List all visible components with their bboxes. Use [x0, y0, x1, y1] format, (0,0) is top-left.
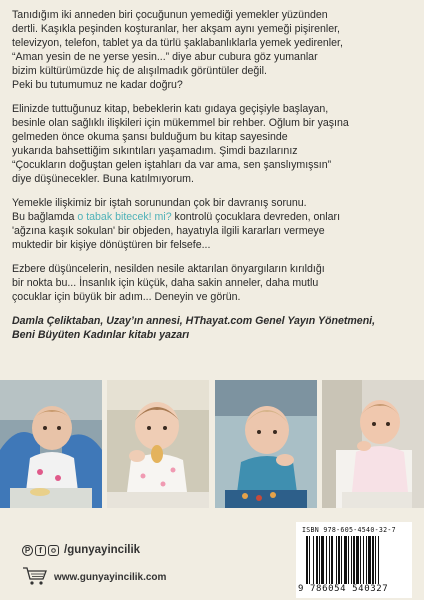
isbn-label: ISBN 978-605-4540-32-7 [302, 526, 396, 534]
barcode-bar [353, 536, 355, 584]
baby-photo-3 [215, 380, 317, 508]
barcode-bar [368, 536, 371, 584]
photo-strip [0, 380, 424, 508]
barcode-bar [326, 536, 327, 584]
barcode-bar [348, 536, 349, 584]
text-line-with-accent [12, 210, 412, 224]
endorsement-signature [12, 314, 412, 342]
paragraph-3 [12, 196, 412, 252]
barcode-area [296, 522, 412, 598]
barcode-number: 9 786054 540327 [298, 584, 389, 594]
barcode-bar [375, 536, 376, 584]
barcode-bar [338, 536, 340, 584]
barcode-bar [336, 536, 337, 584]
text-segment: Bu bağlamda [12, 211, 78, 223]
signature-line: Damla Çeliktaban, Uzay’ın annesi, HThayat.com Genel Yayın Yönetmeni, [12, 315, 376, 327]
barcode-bar [372, 536, 374, 584]
text-line: Tanıdığım iki anneden biri çocuğunun yemediği yemekler yüzünden [12, 9, 328, 21]
signature-line: Beni Büyüten Kadınlar kitabı yazarı [12, 329, 190, 341]
barcode-bar [306, 536, 308, 584]
baby-photo-2 [107, 380, 209, 508]
barcode-bar [329, 536, 330, 584]
barcode-bar [319, 536, 320, 584]
instagram-icon [48, 545, 59, 556]
text-line: gelmeden önce okuma şansı bulduğum bu kitap sayesinde [12, 131, 288, 143]
barcode-bar [344, 536, 347, 584]
barcode-bar [356, 536, 359, 584]
text-line: Yemekle ilişkimiz bir iştah sorunundan çok bir davranış sorunu. [12, 197, 307, 209]
accent-book-title: o tabak bitecek! mi? [77, 211, 172, 223]
text-line: 'ağzına kaşık sokulan' bir objeden, hayatıyla ilgili kararları vermeye [12, 225, 325, 237]
barcode-bar [363, 536, 364, 584]
social-handle[interactable]: /gunyayincilik [64, 544, 141, 556]
barcode-bar [313, 536, 314, 584]
text-line: “Çocukların doğuştan gelen iştahları da var ama, sen şanslıymışsın” [12, 159, 332, 171]
text-line: dertli. Kaşıkla peşinden koşturanlar, her akşam aynı yemeği pişirenler, [12, 23, 340, 35]
text-line: diye düşünecekler. Buna katılmıyorum. [12, 173, 194, 185]
website-link[interactable]: www.gunyayincilik.com [54, 572, 167, 583]
text-line: bizim kültürümüzde hiç de alışılmadık görüntüler değil. [12, 65, 267, 77]
baby-photo-4 [322, 380, 424, 508]
text-segment: kontrolü çocuklara devreden, onları [171, 211, 341, 223]
facebook-icon: f [35, 545, 46, 556]
pinterest-icon: P [22, 545, 33, 556]
back-cover-text [12, 8, 412, 342]
barcode [306, 536, 402, 584]
paragraph-2 [12, 102, 412, 186]
barcode-bar [341, 536, 342, 584]
barcode-bar [321, 536, 324, 584]
barcode-bar [378, 536, 379, 584]
baby-photo-1 [0, 380, 102, 508]
text-line: “Aman yesin de ne yerse yesin...” diye abur cubura göz yumanlar [12, 51, 318, 63]
text-line: bir nokta bu... İnsanlık için küçük, daha sakin anneler, daha mutlu [12, 277, 319, 289]
barcode-bar [360, 536, 361, 584]
barcode-bar [351, 536, 352, 584]
text-line: Peki bu tutumumuz ne kadar doğru? [12, 79, 183, 91]
shopping-cart-icon [22, 566, 48, 589]
text-line: besinle olan sağlıklı ilişkileri için mükemmel bir rehber. Oğlum bir yaşına [12, 117, 349, 129]
social-media-row [22, 544, 140, 556]
text-line: yukarıda bahsettiğim sıkıntıları yaşamadım. Şimdi bazılarınız [12, 145, 298, 157]
text-line: Ezbere düşüncelerin, nesilden nesile aktarılan önyargıların kırıldığı [12, 263, 325, 275]
paragraph-1 [12, 8, 412, 92]
barcode-bar [316, 536, 318, 584]
text-line: muktedir bir kişiye dönüştüren bir felsefe... [12, 239, 211, 251]
paragraph-4 [12, 262, 412, 304]
text-line: çocuklar için büyük bir adım... Deneyin ve görün. [12, 291, 241, 303]
barcode-bar [309, 536, 310, 584]
back-cover-footer [0, 508, 424, 600]
text-line: televizyon, telefon, tablet ya da türlü şaklabanlıklarla yemek yedirenler, [12, 37, 343, 49]
website-row [22, 566, 166, 589]
barcode-bar [366, 536, 367, 584]
text-line: Elinizde tuttuğunuz kitap, bebeklerin katı gıdaya geçişiyle başlayan, [12, 103, 329, 115]
barcode-bar [331, 536, 333, 584]
